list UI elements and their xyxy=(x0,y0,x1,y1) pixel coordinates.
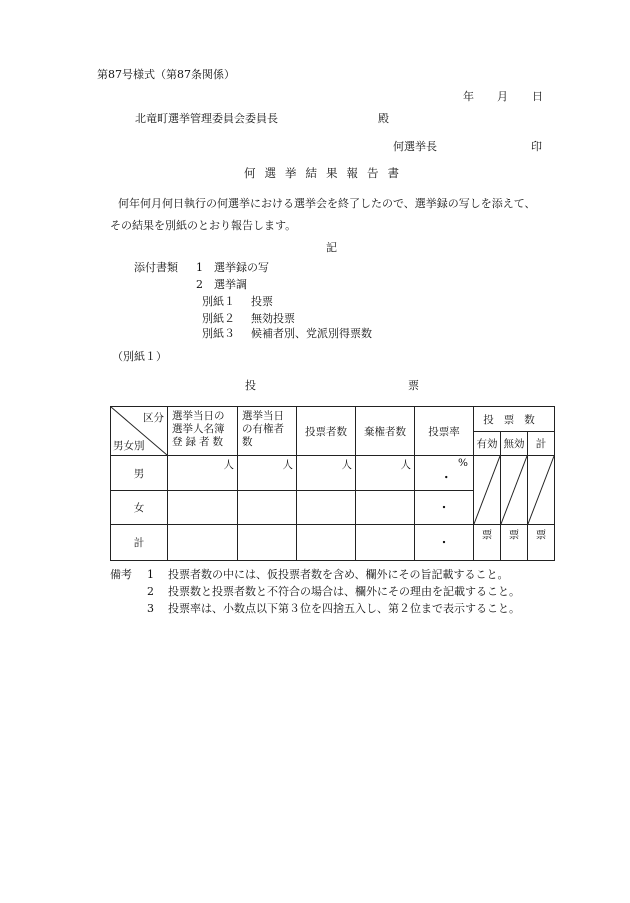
cell-total-abstainers xyxy=(356,525,415,561)
cell-male-turnout xyxy=(415,456,474,491)
header-turnout: 投票率 xyxy=(415,407,474,456)
date-day: 日 xyxy=(532,90,543,103)
attachment-1-text: 選挙録の写 xyxy=(214,261,269,274)
header-vote-count: 投票数 xyxy=(474,407,555,432)
cell-total-slash xyxy=(528,456,555,525)
header-invalid: 無効 xyxy=(501,432,528,456)
percent-unit: % xyxy=(458,457,468,469)
seal: 印 xyxy=(531,140,542,153)
date-year: 年 xyxy=(463,90,474,103)
cell-female-registered xyxy=(168,491,238,525)
row-label-total: 計 xyxy=(111,525,168,561)
appendix-1-label: 別紙１ xyxy=(202,295,235,308)
cell-female-voters xyxy=(297,491,356,525)
header-registered-voters: 選挙当日の 選挙人名簿 登録者数 xyxy=(168,407,238,456)
form-number: 第87号様式（第87条関係） xyxy=(97,68,235,81)
notes-label: 備考 xyxy=(110,568,132,581)
note-1-text: 投票者数の中には、仮投票者数を含め、欄外にその旨記載すること。 xyxy=(168,568,509,581)
cell-total-voters xyxy=(297,525,356,561)
attachment-2-number: 2 xyxy=(196,278,203,291)
cell-female-abstainers xyxy=(356,491,415,525)
header-voters: 投票者数 xyxy=(297,407,356,456)
cell-total-invalid: 票 xyxy=(501,525,528,561)
cell-female-turnout: ・ xyxy=(415,491,474,525)
note-2-text: 投票数と投票者数と不符合の場合は、欄外にその理由を記載すること。 xyxy=(168,585,520,598)
appendix-2-text: 無効投票 xyxy=(251,312,295,325)
row-label-male: 男 xyxy=(111,456,168,491)
ki-label: 記 xyxy=(326,241,337,254)
cell-female-eligible xyxy=(238,491,297,525)
appendix-heading: （別紙１） xyxy=(112,350,167,363)
note-3-text: 投票率は、小数点以下第３位を四捨五入し、第２位まで表示すること。 xyxy=(168,602,520,615)
body-line-2: その結果を別紙のとおり報告します。 xyxy=(110,219,297,232)
note-1-number: 1 xyxy=(147,568,154,581)
cell-total-total: 票 xyxy=(528,525,555,561)
corner-bottom-label: 男女別 xyxy=(113,440,145,452)
appendix-3-label: 別紙３ xyxy=(202,327,235,340)
honorific: 殿 xyxy=(378,112,389,125)
appendix-1-text: 投票 xyxy=(251,295,273,308)
cell-invalid-slash xyxy=(501,456,528,525)
appendix-3-text: 候補者別、党派別得票数 xyxy=(251,327,372,340)
attachment-1-number: 1 xyxy=(196,261,203,274)
cell-male-registered: 人 xyxy=(168,456,238,491)
table-title-left: 投 xyxy=(245,379,256,392)
header-abstainers: 棄権者数 xyxy=(356,407,415,456)
decimal-point: ・ xyxy=(441,472,452,484)
cell-total-eligible xyxy=(238,525,297,561)
cell-male-eligible: 人 xyxy=(238,456,297,491)
voting-table xyxy=(110,406,555,561)
appendix-2-label: 別紙２ xyxy=(202,312,235,325)
note-3-number: 3 xyxy=(147,602,154,615)
cell-total-registered xyxy=(168,525,238,561)
cell-valid-slash xyxy=(474,456,501,525)
cell-total-valid: 票 xyxy=(474,525,501,561)
corner-top-label: 区分 xyxy=(143,412,164,424)
sender: 何選挙長 xyxy=(393,140,437,153)
cell-male-abstainers: 人 xyxy=(356,456,415,491)
note-2-number: 2 xyxy=(147,585,154,598)
date-month: 月 xyxy=(497,90,508,103)
attachments-label: 添付書類 xyxy=(134,261,178,274)
attachment-2-text: 選挙調 xyxy=(214,278,247,291)
table-title-right: 票 xyxy=(408,379,419,392)
cell-total-turnout: ・ xyxy=(415,525,474,561)
document-title: 何選挙結果報告書 xyxy=(244,166,408,180)
corner-cell xyxy=(111,407,168,456)
cell-male-voters: 人 xyxy=(297,456,356,491)
body-line-1: 何年何月何日執行の何選挙における選挙会を終了したので、選挙録の写しを添えて、 xyxy=(118,197,536,210)
row-label-female: 女 xyxy=(111,491,168,525)
header-eligible-voters: 選挙当日 の有権者 数 xyxy=(238,407,297,456)
header-total: 計 xyxy=(528,432,555,456)
addressee: 北竜町選挙管理委員会委員長 xyxy=(135,112,278,125)
header-valid: 有効 xyxy=(474,432,501,456)
